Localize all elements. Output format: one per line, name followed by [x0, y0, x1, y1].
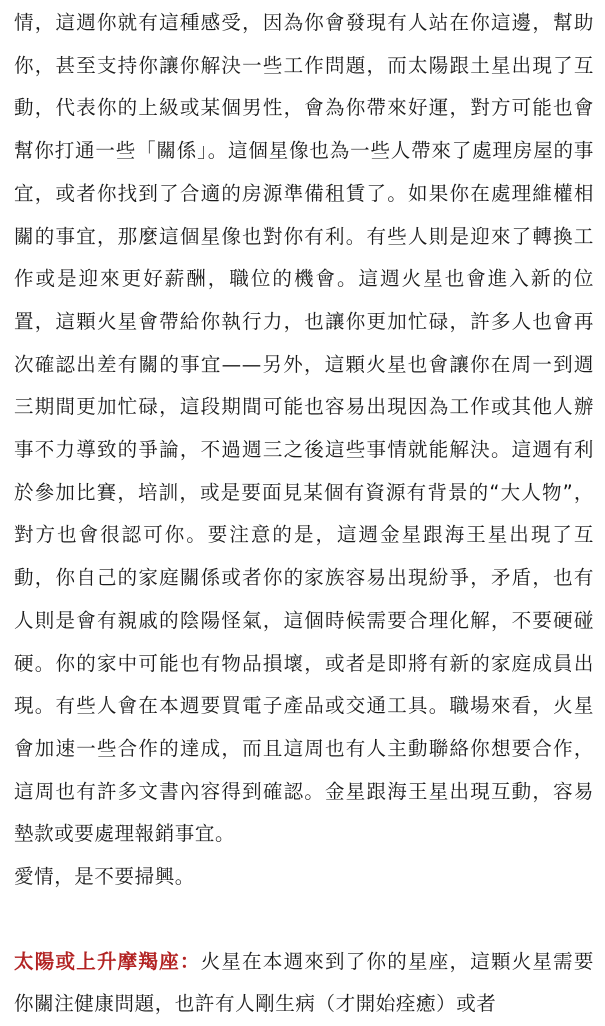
paragraph-work-career: 情，這週你就有這種感受，因為你會發現有人站在你這邊，幫助你，甚至支持你讓你解決一些工作問題，而太陽跟土星出現了互動，代表你的上級或某個男性，會為你帶來好運，對方可能也會幫你打通一些「關係」。這個星像也為一些人帶來了處理房屋的事宜，或者你找到了合適的房源準備租賃了。如果你在處理維權相關的事宜，那麼這個星像也對你有利。有些人則是迎來了轉換工作或是迎來更好薪酬，職位的機會。這週火星也會進入新的位置，這顆火星會帶給你執行力，也讓你更加忙碌，許多人也會再次確認出差有關的事宜——另外，這顆火星也會讓你在周一到週三期間更加忙碌，這段期間可能也容易出現因為工作或其他人辦事不力導致的爭論，不過週三之後這些事情就能解決。這週有利於參加比賽，培訓，或是要面見某個有資源有背景的“大人物”，對方也會很認可你。要注意的是，這週金星跟海王星出現了互動，你自己的家庭關係或者你的家族容易出現紛爭，矛盾，也有人則是會有親戚的陰陽怪氣，這個時候需要合理化解，不要硬碰硬。你的家中可能也有物品損壞，或者是即將有新的家庭成員出現。有些人會在本週要買電子產品或交通工具。職場來看，火星會加速一些合作的達成，而且這周也有人主動聯絡你想要合作，這周也有許多文書內容得到確認。金星跟海王星出現互動，容易墊款或要處理報銷事宜。: [14, 11, 594, 846]
sign-heading-capricorn: 太陽或上升摩羯座：: [14, 949, 201, 973]
section-capricorn: [14, 941, 594, 1026]
section-capricorn-text: 火星在本週來到了你的星座，這顆火星需要你關注健康問題，也許有人剛生病（才開始痊癒）或者: [14, 949, 594, 1016]
paragraph-love: 愛情，是不要掃興。: [14, 865, 195, 889]
article-body: [14, 0, 594, 1026]
